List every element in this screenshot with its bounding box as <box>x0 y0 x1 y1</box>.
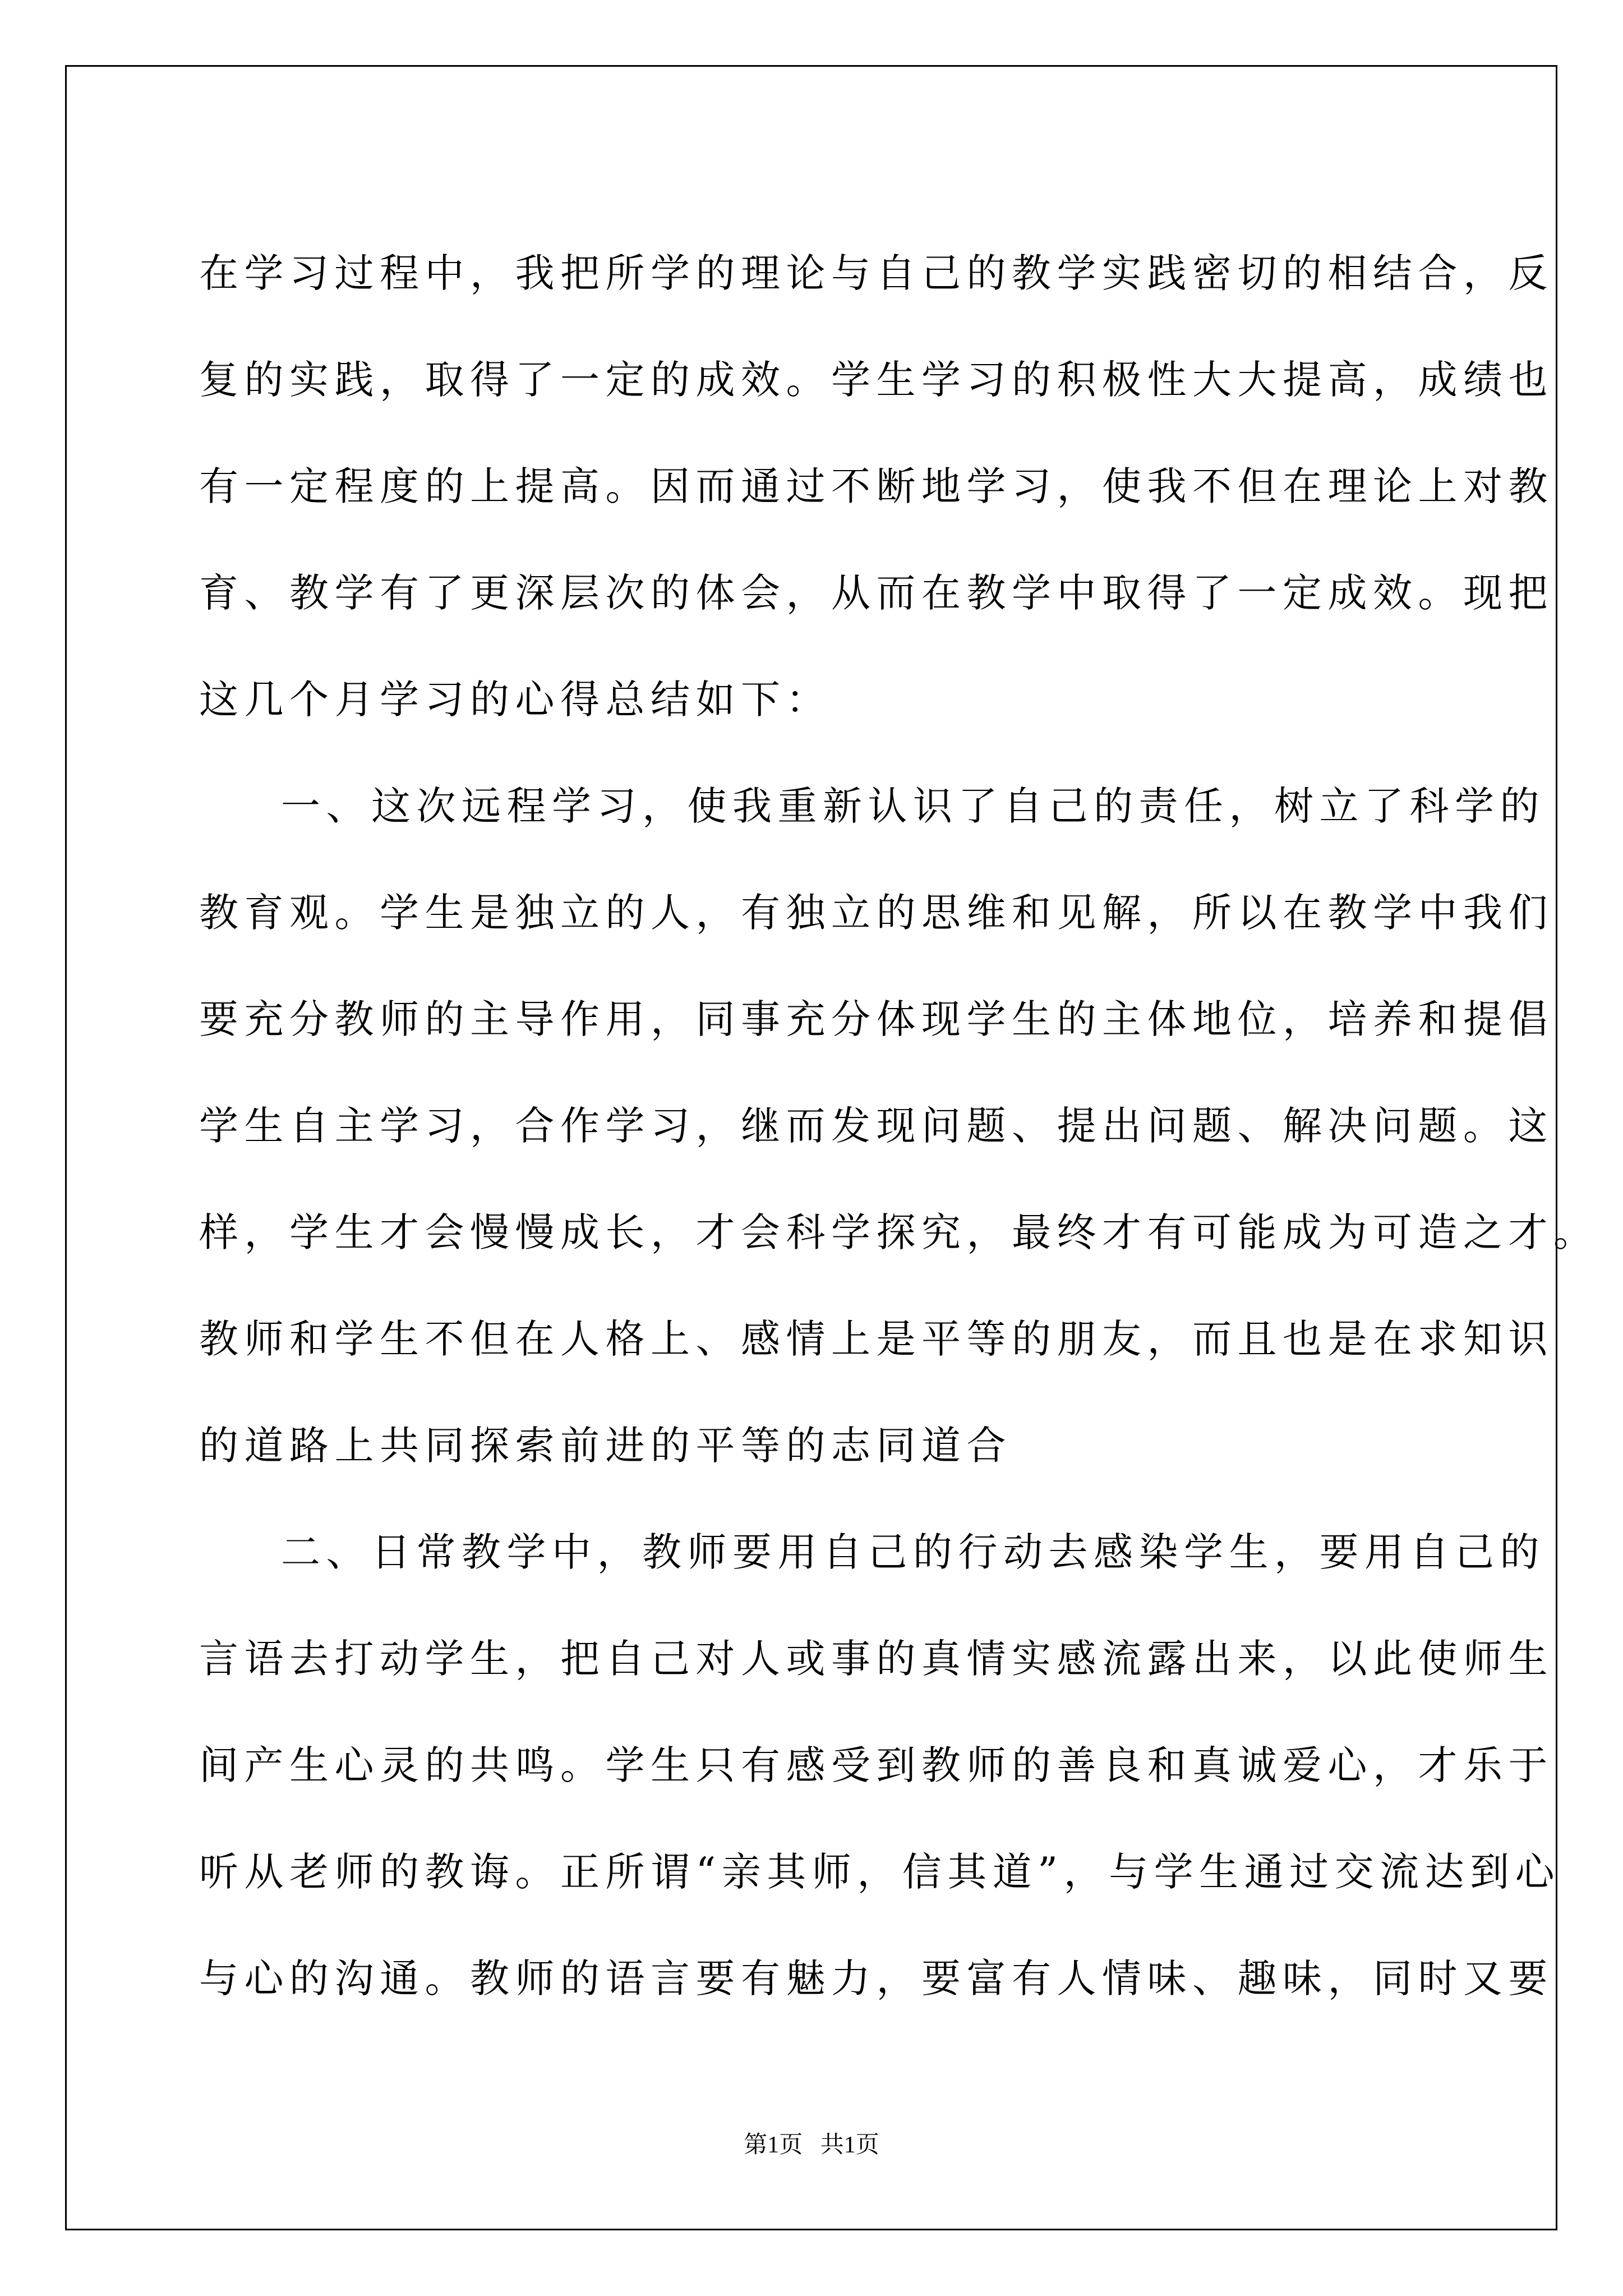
text-line: 听从老师的教诲。正所谓“亲其师，信其道”，与学生通过交流达到心 <box>199 1849 1561 1895</box>
text-line: 这几个月学习的心得总结如下： <box>199 677 831 723</box>
text-line: 有一定程度的上提高。因而通过不断地学习，使我不但在理论上对教 <box>199 463 1553 509</box>
text-line: 教育观。学生是独立的人，有独立的思维和见解，所以在教学中我们 <box>199 890 1553 936</box>
paragraph-first-line: 二、日常教学中，教师要用自己的行动去感染学生，要用自己的 <box>281 1529 1545 1575</box>
text-line: 与心的沟通。教师的语言要有魅力，要富有人情味、趣味，同时又要 <box>199 1955 1553 2001</box>
text-line: 学生自主学习，合作学习，继而发现问题、提出问题、解决问题。这 <box>199 1103 1553 1149</box>
text-line: 要充分教师的主导作用，同事充分体现学生的主体地位，培养和提倡 <box>199 996 1553 1042</box>
page-footer: 第1页 共1页 <box>744 2132 879 2158</box>
paragraph-first-line: 一、这次远程学习，使我重新认识了自己的责任，树立了科学的 <box>281 783 1545 829</box>
text-line: 间产生心灵的共鸣。学生只有感受到教师的善良和真诚爱心，才乐于 <box>199 1742 1553 1788</box>
text-line: 教师和学生不但在人格上、感情上是平等的朋友，而且也是在求知识 <box>199 1316 1553 1362</box>
text-line: 的道路上共同探索前进的平等的志同道合 <box>199 1423 1012 1469</box>
text-line: 样，学生才会慢慢成长，才会科学探究，最终才有可能成为可造之才。 <box>199 1209 1599 1255</box>
document-body <box>199 220 1599 2032</box>
text-line: 复的实践，取得了一定的成效。学生学习的积极性大大提高，成绩也 <box>199 357 1553 403</box>
text-line: 育、教学有了更深层次的体会，从而在教学中取得了一定成效。现把 <box>199 570 1553 616</box>
text-line: 在学习过程中，我把所学的理论与自己的教学实践密切的相结合，反 <box>199 250 1553 296</box>
text-line: 言语去打动学生，把自己对人或事的真情实感流露出来，以此使师生 <box>199 1636 1553 1682</box>
